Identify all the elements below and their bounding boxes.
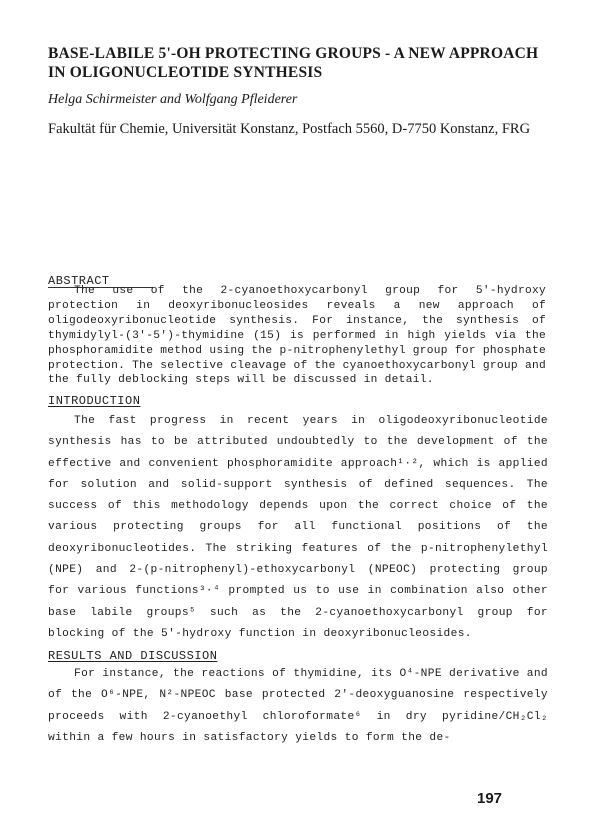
results-heading: RESULTS AND DISCUSSION xyxy=(48,649,218,663)
author-affiliation: Fakultät für Chemie, Universität Konstanz, Postfach 5560, D-7750 Konstanz, FRG xyxy=(48,121,531,137)
introduction-section xyxy=(48,411,548,645)
paper-title-line-2: IN OLIGONUCLEOTIDE SYNTHESIS xyxy=(48,64,323,81)
abstract-text: The use of the 2-cyanoethoxycarbonyl group for 5'-hydroxy protection in deoxyribonucleosides reveals a new approach of oligodeoxyribonucleotide synthesis. For instance, the synthesis of thymidylyl-(3'-5')-thymidine (15) is performed in high yields via the phosphoramidite method using the p-nitrophenylethyl group for phosphate protection. The selective cleavage of the cyanoethoxycarbonyl group and the fully deblocking steps will be discussed in detail. xyxy=(48,285,546,387)
author-list: Helga Schirmeister and Wolfgang Pfleiderer xyxy=(48,92,298,107)
results-section xyxy=(48,664,548,749)
introduction-paragraph: The fast progress in recent years in oligodeoxyribonucleotide synthesis has to be attributed undoubtedly to the development of the effective and convenient phosphoramidite approach¹·², which is applied for solution and solid-support synthesis of defined sequences. The success of this methodology depends upon the correct choice of the various protecting groups for all functional positions of the deoxyribonucleotides. The striking features of the p-nitrophenylethyl (NPE) and 2-(p-nitrophenyl)-ethoxycarbonyl (NPEOC) protecting group for various functions³·⁴ prompted us to use in combination also other base labile groups⁵ such as the 2-cyanoethoxycarbonyl group for blocking of the 5'-hydroxy function in deoxyribonucleosides. xyxy=(48,415,548,640)
abstract-heading: ABSTRACT xyxy=(48,274,110,288)
paper-title-line-1: BASE-LABILE 5'-OH PROTECTING GROUPS - A NEW APPROACH xyxy=(48,45,539,62)
results-paragraph: For instance, the reactions of thymidine, its O⁴-NPE derivative and of the O⁶-NPE, N²-NPEOC base protected 2'-deoxyguanosine respectively proceeds with 2-cyanoethyl chloroformate⁶ in dry pyridine/CH₂Cl₂ within a few hours in satisfactory yields to form the de- xyxy=(48,668,548,744)
page-number: 197 xyxy=(477,790,503,807)
paper-title xyxy=(48,44,548,82)
introduction-heading: INTRODUCTION xyxy=(48,394,141,408)
